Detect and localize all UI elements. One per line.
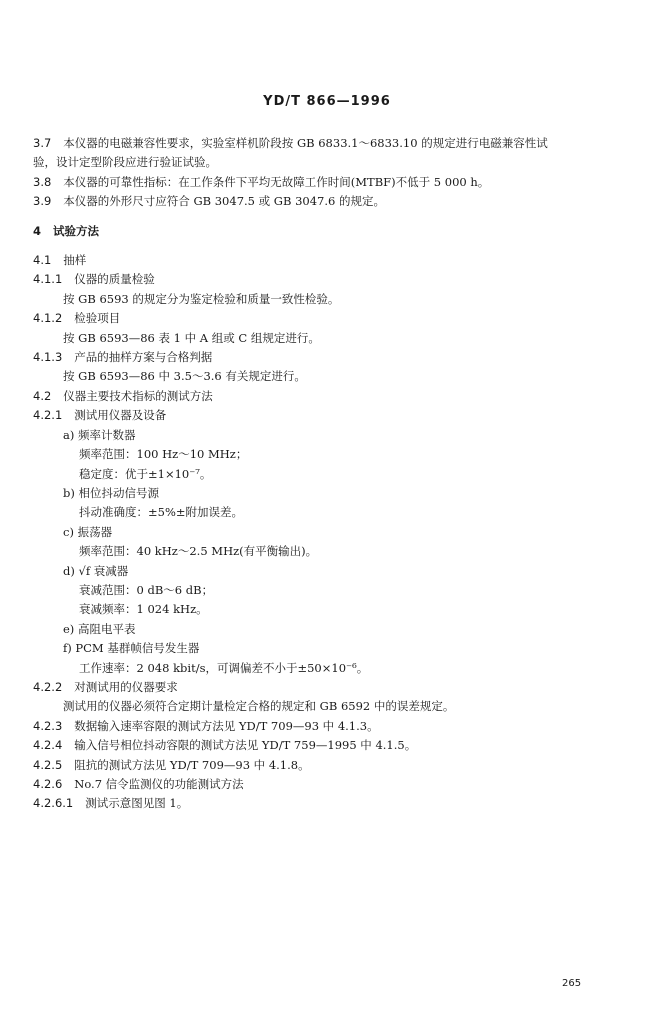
clause-4-1-2: 4.1.2 检验项目 [33,311,121,326]
document-body [33,134,633,814]
item-c: c) 振荡器 [63,524,113,539]
item-a: a) 频率计数器 [63,427,136,442]
item-c-detail: 频率范围：40 kHz～2.5 MHz(有平衡输出)。 [79,544,318,559]
item-f: f) PCM 基群帧信号发生器 [63,641,200,656]
clause-4-2-5: 4.2.5 阻抗的测试方法见 YD/T 709—93 中 4.1.8。 [33,757,310,772]
item-d: d) √f 衰减器 [63,563,129,578]
clause-3-7-cont: 验，设计定型阶段应进行验证试验。 [33,155,217,170]
clause-4-2-2: 4.2.2 对测试用的仪器要求 [33,679,178,694]
clause-4-1-3-body: 按 GB 6593—86 中 3.5～3.6 有关规定进行。 [63,369,306,384]
item-b-detail: 抖动准确度：±5%±附加误差。 [79,505,244,520]
clause-4-2-6-1: 4.2.6.1 测试示意图见图 1。 [33,796,189,811]
clause-3-9: 3.9 本仪器的外形尺寸应符合 GB 3047.5 或 GB 3047.6 的规定。 [33,194,385,209]
item-a-detail-2: 稳定度：优于±1×10⁻⁷。 [79,466,212,481]
item-d-detail-1: 衰减范围：0 dB～6 dB； [79,582,214,597]
clause-4-1-1-body: 按 GB 6593 的规定分为鉴定检验和质量一致性检验。 [63,291,340,306]
item-a-detail-1: 频率范围：100 Hz～10 MHz； [79,447,248,462]
clause-4-2-2-body: 测试用的仪器必须符合定期计量检定合格的规定和 GB 6592 中的误差规定。 [63,699,455,714]
clause-4-1-2-body: 按 GB 6593—86 表 1 中 A 组或 C 组规定进行。 [63,330,320,345]
item-e: e) 高阻电平表 [63,621,136,636]
clause-4-2: 4.2 仪器主要技术指标的测试方法 [33,388,213,403]
page-header: YD/T 866—1996 [263,94,391,109]
clause-4-2-1: 4.2.1 测试用仪器及设备 [33,408,167,423]
clause-4-1-1: 4.1.1 仪器的质量检验 [33,272,155,287]
clause-3-7: 3.7 本仪器的电磁兼容性要求，实验室样机阶段按 GB 6833.1～6833.10 的规定进行电磁兼容性试 [33,136,548,150]
clause-3-8: 3.8 本仪器的可靠性指标：在工作条件下平均无故障工作时间(MTBF)不低于 5 000 h。 [33,174,490,189]
clause-4-2-6: 4.2.6 No.7 信令监测仪的功能测试方法 [33,777,244,791]
clause-4-1-3: 4.1.3 产品的抽样方案与合格判据 [33,350,213,365]
item-b: b) 相位抖动信号源 [63,485,160,500]
clause-4-2-3: 4.2.3 数据输入速率容限的测试方法见 YD/T 709—93 中 4.1.3。 [33,718,379,733]
item-d-detail-2: 衰减频率：1 024 kHz。 [79,602,208,617]
section-4-heading: 4 试验方法 [33,223,100,238]
clause-4-2-4: 4.2.4 输入信号相位抖动容限的测试方法见 YD/T 759—1995 中 4.1.5。 [33,738,417,753]
page-number: 265 [562,978,582,989]
item-f-detail: 工作速率：2 048 kbit/s，可调偏差不小于±50×10⁻⁶。 [79,660,369,675]
clause-4-1: 4.1 抽样 [33,253,87,268]
